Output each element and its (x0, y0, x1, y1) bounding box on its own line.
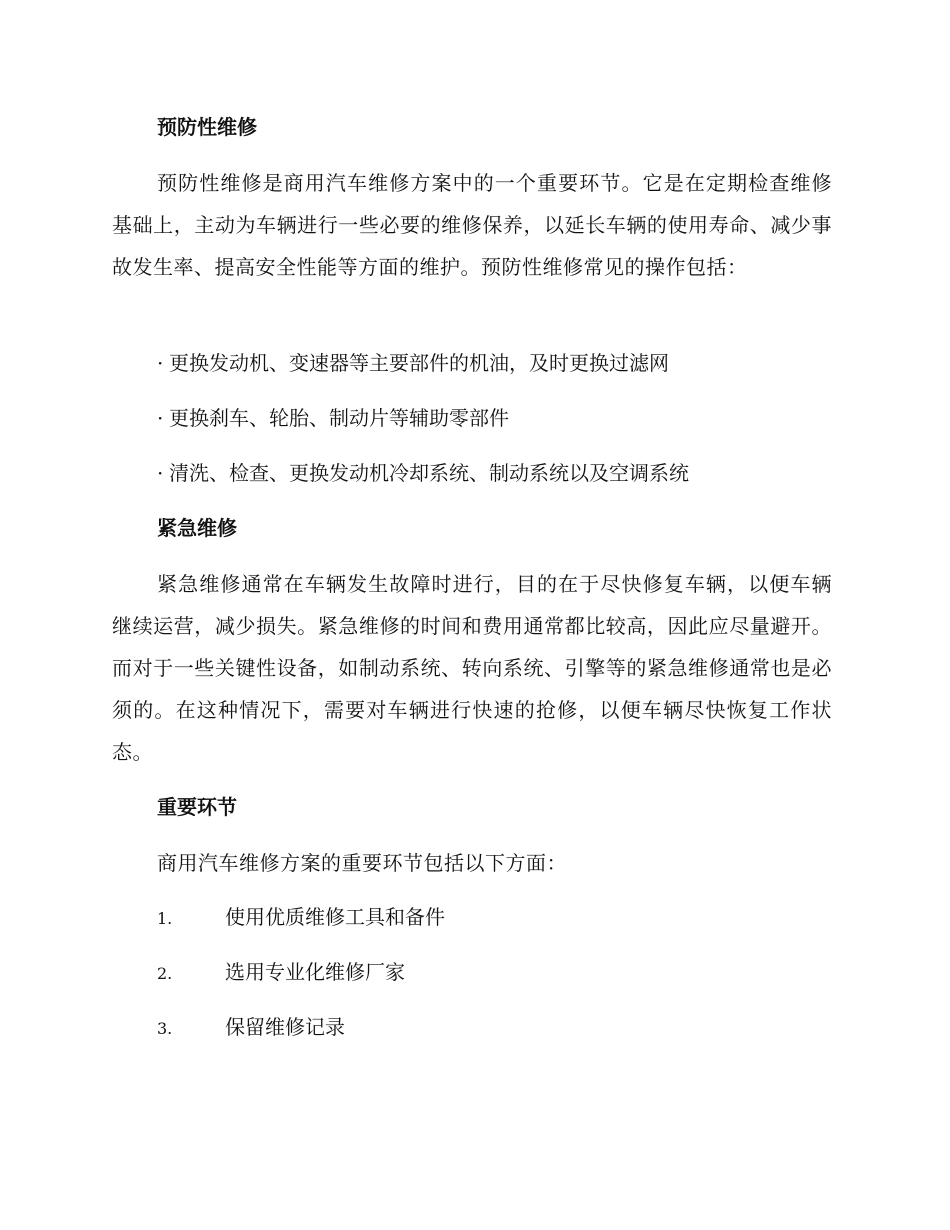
bullet-text: 更换发动机、变速器等主要部件的机油，及时更换过滤网 (169, 351, 669, 375)
item-text: 选用专业化维修厂家 (225, 960, 405, 984)
item-number: 3. (157, 1019, 173, 1038)
heading-key: 重要环节 (157, 795, 237, 819)
bullet-dot: · (157, 461, 164, 485)
numbered-item (157, 958, 405, 988)
numbered-item (157, 1013, 345, 1043)
bullet-text: 清洗、检查、更换发动机冷却系统、制动系统以及空调系统 (169, 461, 689, 485)
bullet-item (157, 349, 669, 377)
paragraph-emergency: 紧急维修通常在车辆发生故障时进行，目的在于尽快修复车辆，以便车辆继续运营，减少损失。紧急维修的时间和费用通常都比较高，因此应尽量避开。而对于一些关键性设备，如制动系统、转向系统、引擎等的紧急维修通常也是必须的。在这种情况下，需要对车辆进行快速的抢修，以便车辆尽快恢复工作状态。 (112, 572, 832, 764)
bullet-dot: · (157, 406, 164, 430)
heading-emergency: 紧急维修 (157, 516, 237, 540)
item-number: 2. (157, 964, 173, 983)
bullet-dot: · (157, 351, 164, 375)
item-number: 1. (157, 909, 173, 928)
bullet-item (157, 459, 689, 487)
paragraph-preventive: 预防性维修是商用汽车维修方案中的一个重要环节。它是在定期检查维修基础上，主动为车辆进行一些必要的维修保养，以延长车辆的使用寿命、减少事故发生率、提高安全性能等方面的维护。预防性维修常见的操作包括： (112, 171, 832, 279)
bullet-item (157, 404, 509, 432)
item-text: 保留维修记录 (225, 1015, 345, 1039)
paragraph-key: 商用汽车维修方案的重要环节包括以下方面： (157, 851, 567, 875)
numbered-item (157, 903, 445, 933)
heading-preventive: 预防性维修 (157, 115, 257, 139)
bullet-text: 更换刹车、轮胎、制动片等辅助零部件 (169, 406, 509, 430)
item-text: 使用优质维修工具和备件 (225, 905, 445, 929)
